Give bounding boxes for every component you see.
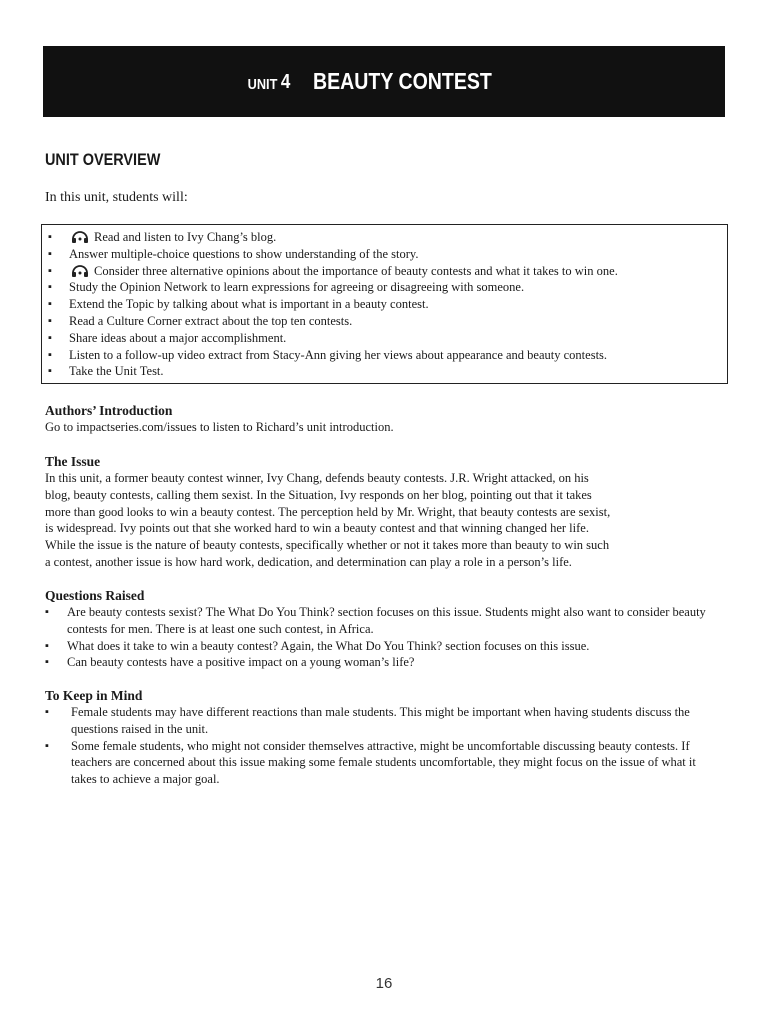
unit-number: 4	[280, 71, 291, 93]
issue-line: blog, beauty contests, calling them sexist. In the Situation, Ivy responds on her blog, pointing out that it takes	[45, 487, 592, 502]
objective-item	[48, 263, 721, 280]
issue-line: a contest, another issue is how hard work, dedication, and determination can play a role in a person’s life.	[45, 554, 572, 569]
objective-item	[48, 330, 721, 347]
objective-item	[48, 246, 721, 263]
keep-in-mind-section	[45, 688, 705, 788]
objectives-box	[41, 224, 728, 384]
unit-header	[43, 46, 725, 117]
overview-heading: UNIT OVERVIEW	[45, 150, 161, 169]
questions-raised-title: Questions Raised	[45, 588, 145, 603]
list-item: ▪ Female students may have different reactions than male students. This might be important when having students discuss the questions raised in the unit.	[45, 704, 705, 738]
objective-text: Study the Opinion Network to learn expressions for agreeing or disagreeing with someone.	[69, 280, 525, 295]
issue-line: While the issue is the nature of beauty contests, specifically whether or not it takes more than beauty to win such	[45, 538, 610, 553]
objectives-list	[48, 229, 721, 380]
objective-text: Consider three alternative opinions about the importance of beauty contests and what it takes to win one.	[94, 263, 618, 278]
objective-text: Read a Culture Corner extract about the top ten contests.	[69, 313, 353, 328]
list-item: ▪ Some female students, who might not consider themselves attractive, might be uncomfortable discussing beauty contests. If teachers are concerned about this issue making some female students uncomfortable, they might focus on the issue of what it takes to achieve a major goal.	[45, 738, 705, 788]
objective-text: Answer multiple-choice questions to show understanding of the story.	[69, 246, 419, 261]
unit-label: UNIT	[247, 76, 278, 93]
list-item: ▪ Are beauty contests sexist? The What Do You Think? section focuses on this issue. Students might also want to consider beauty contests for men. There is at least one such contest, in Africa.	[45, 604, 721, 638]
page-number: 16	[375, 975, 393, 992]
issue-body	[45, 470, 725, 571]
authors-introduction-body: Go to impactseries.com/issues to listen to Richard’s unit introduction.	[45, 420, 394, 434]
headphones-icon	[71, 264, 89, 277]
issue-line: In this unit, a former beauty contest winner, Ivy Chang, defends beauty contests. J.R. Wright attacked, on his	[45, 471, 589, 485]
keep-in-mind-title: To Keep in Mind	[45, 688, 143, 703]
issue-title: The Issue	[45, 454, 101, 469]
issue-line: is widespread. Ivy points out that she worked hard to win a beauty contest and that winning changed her life.	[45, 521, 589, 536]
questions-raised-section	[45, 588, 721, 671]
list-item: ▪ What does it take to win a beauty contest? Again, the What Do You Think? section focuses on this issue.	[45, 638, 721, 655]
overview-intro: In this unit, students will:	[45, 190, 188, 205]
objective-item	[48, 347, 721, 364]
authors-introduction-title: Authors’ Introduction	[45, 403, 173, 418]
objective-text: Read and listen to Ivy Chang’s blog.	[94, 230, 277, 244]
keep-in-mind-list	[45, 704, 705, 788]
objective-item	[48, 296, 721, 313]
questions-list	[45, 604, 721, 671]
objective-text: Extend the Topic by talking about what is important in a beauty contest.	[69, 297, 429, 312]
issue-line: more than good looks to win a beauty contest. The perception held by Mr. Wright, that beauty contests are sexist,	[45, 504, 611, 519]
unit-title: BEAUTY CONTEST	[312, 68, 492, 94]
objective-text: Share ideas about a major accomplishment.	[69, 330, 287, 345]
headphones-icon	[71, 230, 89, 243]
objective-item	[48, 229, 721, 246]
objective-item	[48, 279, 721, 296]
objective-item	[48, 313, 721, 330]
authors-introduction-section	[45, 403, 725, 436]
objective-item	[48, 363, 721, 380]
objective-text: Take the Unit Test.	[69, 364, 164, 379]
objective-text: Listen to a follow-up video extract from Stacy-Ann giving her views about appearance and beauty contests.	[69, 347, 608, 362]
issue-section	[45, 454, 725, 571]
list-item: ▪ Can beauty contests have a positive impact on a young woman’s life?	[45, 654, 721, 671]
